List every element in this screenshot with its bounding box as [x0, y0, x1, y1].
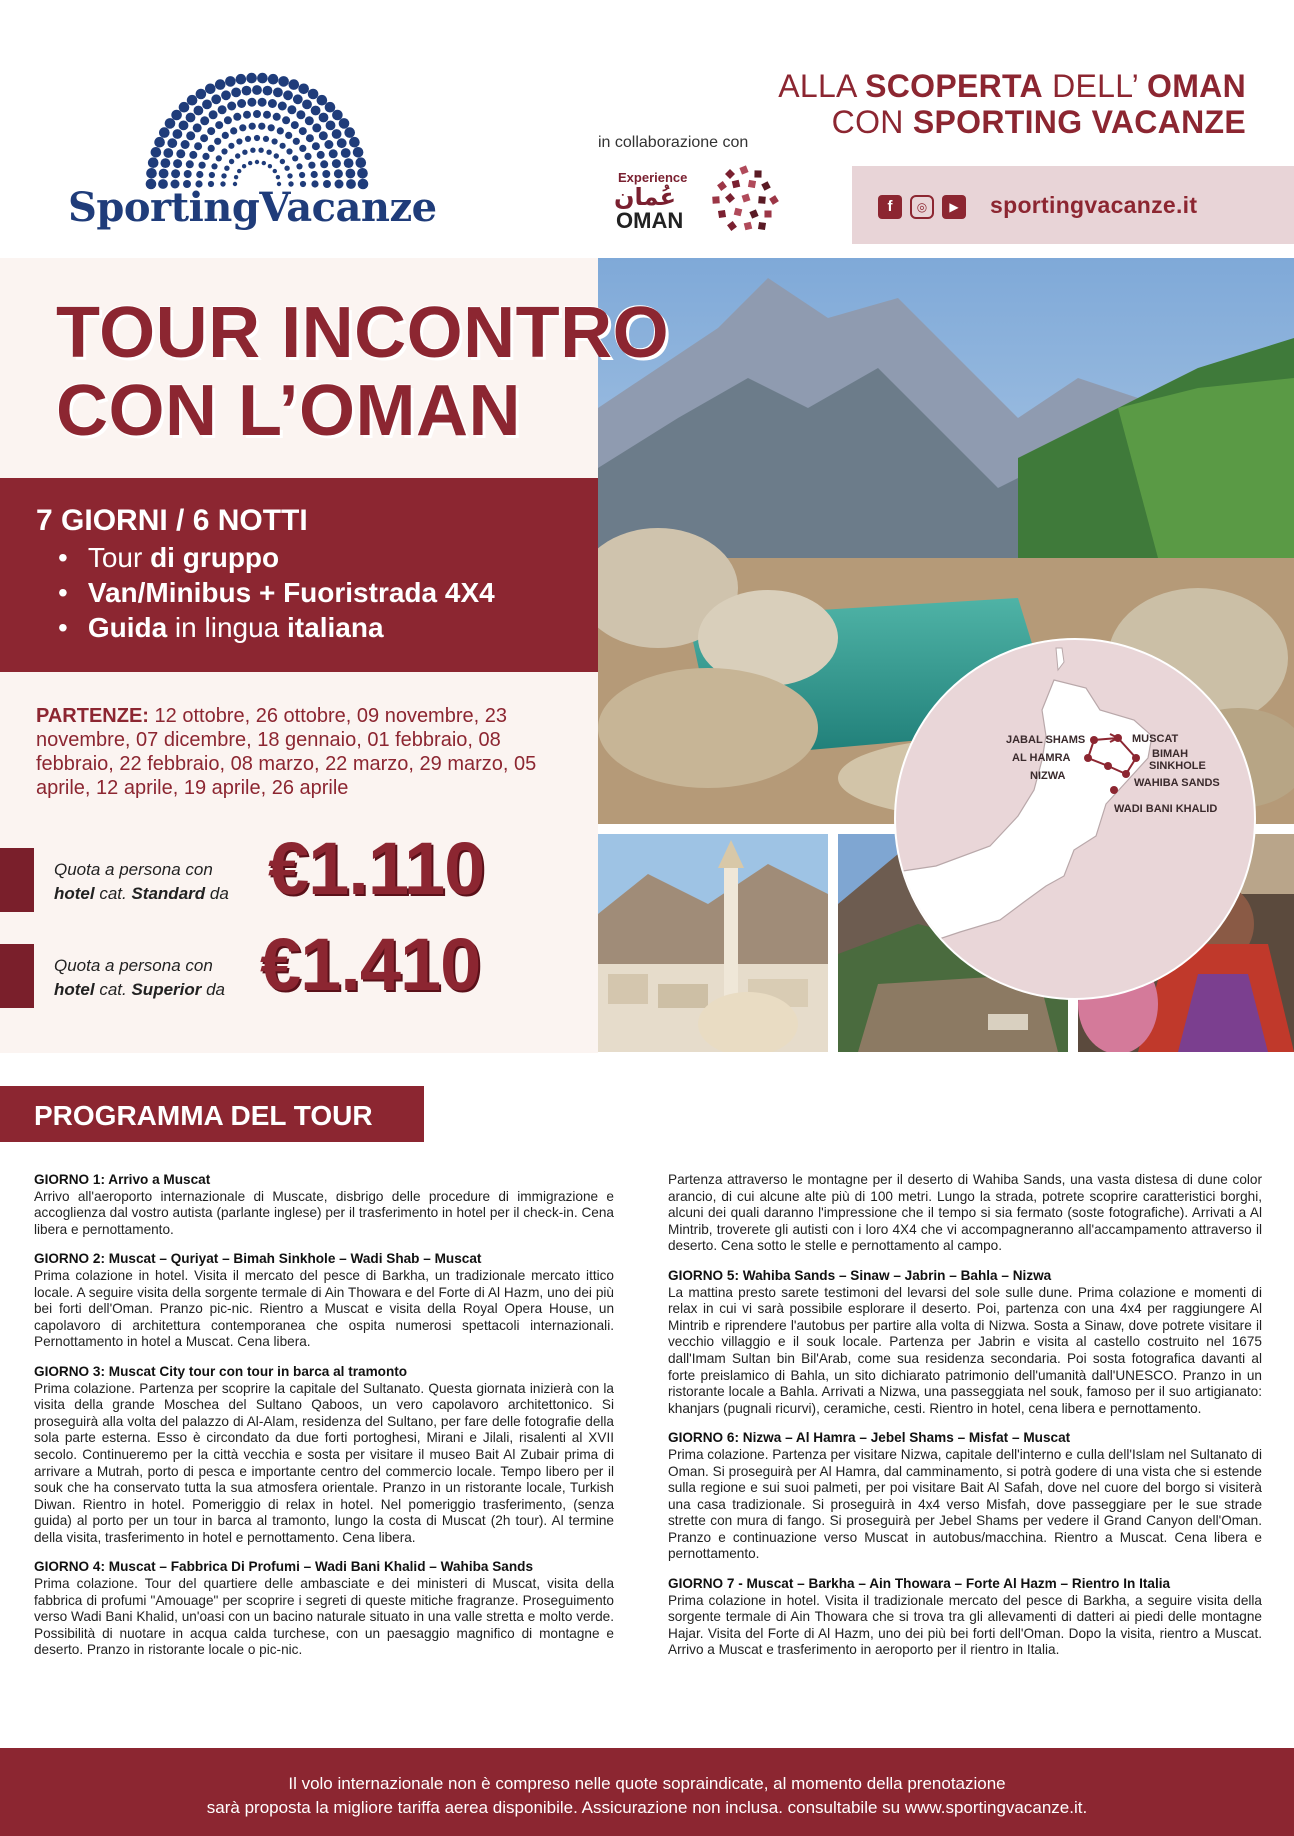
logo-dot — [299, 127, 307, 135]
logo-dot — [272, 138, 278, 144]
instagram-icon[interactable]: ◎ — [910, 195, 934, 219]
program-day-title: GIORNO 6: Nizwa – Al Hamra – Jebel Shams – Misfat – Muscat — [668, 1430, 1071, 1446]
program-day-title: GIORNO 4: Muscat – Fabbrica Di Profumi – Wadi Bani Khalid – Wahiba Sands — [34, 1559, 534, 1575]
logo-dot — [298, 84, 309, 95]
program-day-title: GIORNO 7 - Muscat – Barkha – Ain Thowara – Forte Al Hazm – Rientro In Italia — [668, 1576, 1171, 1592]
logo-dot — [287, 105, 296, 114]
price-superior: €1.410 — [260, 923, 481, 1006]
program-title: PROGRAMMA DEL TOUR — [34, 1100, 373, 1131]
program-day-title: GIORNO 5: Wahiba Sands – Sinaw – Jabrin – Bahla – Nizwa — [668, 1267, 1052, 1283]
logo-dot — [250, 148, 255, 153]
logo-dot — [173, 129, 183, 139]
logo-dot — [312, 142, 320, 150]
logo-dot — [266, 150, 271, 155]
logo-dot — [234, 175, 238, 179]
logo-dot — [148, 157, 159, 168]
logo-dot — [311, 171, 318, 178]
logo-dot — [242, 86, 252, 96]
logo-dot — [218, 105, 227, 114]
logo-dot — [224, 116, 232, 124]
logo-diamond — [768, 194, 780, 206]
map-label: BIMAH — [1152, 748, 1189, 760]
logo-dot — [289, 79, 300, 90]
logo-dot — [165, 118, 176, 129]
program-day-text: Arrivo all'aeroporto internazionale di Muscate, disbrigo delle procedure di immigrazione e accoglienza dal vostro autista (parlante inglese) per il trasferimento in hotel per il check-in. Cena libera e pernottamento. — [34, 1188, 614, 1237]
logo-dot — [193, 123, 202, 132]
footer-disclaimer-line-2[interactable]: sarà proposta la migliore tariffa aerea disponibile. Assicurazione non inclusa. consultabile su www.sportingvacanze.it. — [206, 1798, 1088, 1817]
logo-dot — [229, 159, 234, 164]
logo-dot — [322, 170, 330, 178]
price-marker-superior — [0, 944, 34, 1008]
logo-dot — [334, 169, 343, 178]
price-label-superior: Quota a persona con hotel cat. Superior da — [54, 956, 226, 999]
logo-dot — [341, 148, 351, 158]
logo-dot — [176, 149, 185, 158]
logo-dot — [276, 175, 280, 179]
program-day-text: Prima colazione. Partenza per scoprire la capitale del Sultanato. Questa giornata inizierà con la visita della grande Moschea del Sultano Qaboos, un vero capolavoro architettonico. Si proseguirà alla volta del palazzo di Al-Alam, residenza del Sultano, per fare delle fotografie della sola parte esterna. Esso è circondato da due forti portoghesi, Mirani e Jilali, risalenti al XVII secolo. Continueremo per la città vecchia e sosta per visitare il museo Bait Al Zubair prima di arrivare a Mutrah, porto di pesca e importante centro del commercio locale. Tempo libero per il souk che ha conservato tutta la sua atmosfera orientale. Pranzo in un ristorante locale, Turkish Diwan. Rientro in hotel. Pomeriggio di relax in hotel. Nel pomeriggio trasferimento, (senza guida) al porto per un tour in barca al tramonto, lungo la costa di Muscat (2h tour). Al termine della visita, trasferimento in hotel e pernottamento. Cena libera. — [34, 1380, 614, 1545]
logo-dot — [357, 168, 368, 179]
logo-dot — [189, 151, 197, 159]
logo-dot — [258, 98, 267, 107]
logo-dot — [202, 100, 212, 110]
logo-diamond — [731, 205, 745, 219]
logo-dot — [332, 110, 343, 121]
headline-line-2: CON SPORTING VACANZE — [831, 104, 1246, 140]
logo-dot — [329, 149, 338, 158]
logo-dot — [344, 127, 355, 138]
logo-diamond — [726, 220, 737, 231]
logo-dot — [311, 106, 321, 116]
logo-dot — [252, 85, 262, 95]
logo-dot — [211, 163, 217, 169]
logo-dot — [299, 172, 305, 178]
logo-dot — [186, 113, 196, 123]
logo-dot — [173, 159, 182, 168]
logo-dot — [263, 86, 273, 96]
tour-title-line-1: TOUR INCONTRO — [56, 293, 670, 373]
logo-dot — [181, 140, 190, 149]
logo-diamond — [715, 207, 729, 221]
logo-dot — [273, 169, 277, 173]
map-label: AL HAMRA — [1012, 752, 1071, 764]
logo-dot — [151, 147, 162, 158]
logo-dot — [246, 73, 257, 84]
logo-dot — [278, 102, 287, 111]
logo-dot — [209, 110, 218, 119]
logo-dot — [227, 102, 236, 111]
route-stop — [1122, 770, 1130, 778]
brand-wordmark[interactable]: SportingVacanze — [68, 184, 437, 231]
logo-dot — [253, 110, 261, 118]
logo-dot — [202, 153, 209, 160]
logo-dot — [231, 88, 241, 98]
logo-dot — [296, 110, 305, 119]
logo-dot — [215, 121, 223, 129]
mosque-minaret-photo — [598, 834, 828, 1052]
logo-dot — [317, 95, 328, 106]
experience-oman-name: OMAN — [616, 208, 684, 233]
program-day — [34, 1251, 614, 1351]
map-label: JABAL SHAMS — [1006, 734, 1086, 746]
logo-dot — [222, 132, 229, 139]
logo-dot — [211, 94, 221, 104]
logo-dot — [324, 140, 333, 149]
logo-dot — [179, 121, 189, 131]
program-day — [668, 1430, 1262, 1563]
logo-dot — [312, 123, 321, 132]
departure-dates: PARTENZE: 12 ottobre, 26 ottobre, 09 novembre, 23 novembre, 07 dicembre, 18 gennaio, 01 febbraio, 08 febbraio, 22 febbraio, 08 marzo, 22 marzo, 29 marzo, 05 aprile, 12 aprile, 19 aprile, 26 aprile — [36, 705, 537, 799]
logo-dot — [319, 131, 328, 140]
logo-dot — [171, 169, 180, 178]
logo-dot — [286, 148, 292, 154]
logo-dot — [292, 155, 298, 161]
logo-diamond — [739, 191, 752, 204]
logo-dot — [216, 155, 222, 161]
program-day-text: Prima colazione. Tour del quartiere delle ambasciate e dei ministeri di Muscat, visita della fabbrica di profumi "Amouage" per scoprire i segreti di queste mitiche fragranze. Proseguimento verso Wadi Bani Khalid, un'oasi con un bacino naturale situato in una valle stretta e molto verde. Possibilità di nuotare in acqua calda turchese, con un paesaggio magnifico di montagne e deserto. Pranzo in ristorante locale o pic-nic. — [34, 1576, 614, 1658]
logo-dot — [179, 102, 190, 113]
program-day-text: Partenza attraverso le montagne per il deserto di Wahiba Sands, una vasta distesa di dune color arancio, di cui alcune alte più di 100 metri. Lungo la strada, potrete scoprire caratteristici borghi, alcuni dei quali daranno l'impressione che il tempo si sia fermato (soste fotografiche). Arrivati a Al Mintrib, troverete gli autisti con i loro 4X4 che vi accompagneranno all'accampamento attraverso il deserto. Cena sotto le stelle e pernottamento al campo. — [668, 1172, 1262, 1254]
logo-dot — [199, 162, 206, 169]
logo-dot — [349, 137, 360, 148]
logo-dot — [243, 111, 251, 119]
logo-diamond — [725, 169, 735, 179]
logo-dot — [263, 136, 269, 142]
experience-oman-label: Experience — [618, 170, 688, 185]
logo-dot — [268, 74, 279, 85]
logo-dot — [194, 142, 202, 150]
logo-dot — [280, 143, 286, 149]
logo-dot — [304, 153, 311, 160]
price-standard: €1.110 — [268, 827, 485, 910]
logo-dot — [283, 90, 293, 100]
route-stop — [1132, 754, 1140, 762]
program-day — [34, 1559, 614, 1659]
logo-diamond — [737, 163, 750, 176]
logo-dot — [239, 124, 246, 131]
route-stop — [1104, 762, 1112, 770]
logo-dot — [209, 172, 215, 178]
headline-line-1: ALLA SCOPERTA DELL’ OMAN — [778, 68, 1246, 104]
logo-dot — [258, 123, 265, 130]
logo-dot — [235, 153, 240, 158]
logo-diamond — [725, 193, 736, 204]
logo-dot — [254, 135, 260, 141]
logo-dot — [274, 153, 279, 158]
program-day-title: GIORNO 2: Muscat – Quriyat – Bimah Sinkhole – Wadi Shab – Muscat — [34, 1251, 482, 1267]
logo-diamond — [751, 167, 765, 181]
logo-dot — [344, 158, 354, 168]
logo-dot — [317, 151, 325, 159]
route-stop — [1114, 734, 1122, 742]
logo-dot — [308, 162, 315, 169]
program-day-text: Prima colazione in hotel. Visita il mercato del pesce di Barkha, un tradizionale mercato ittico locale. A seguire visita della sorgente termale di Ain Thowara e del Forte di Al Hazm, uno dei più bei forti dell'Oman. Pranzo pic-nic. Rientro a Muscat e visita della Royal Opera House, un capolavoro di architettura contemporanea che ospita numerosi spettacoli internazionali. Pernottamento in hotel a Muscat. Cena libera. — [34, 1267, 614, 1350]
logo-dot — [186, 131, 195, 140]
logo-diamond — [761, 207, 775, 221]
program-day — [34, 1172, 614, 1238]
logo-diamond — [745, 177, 759, 191]
logo-dot — [285, 132, 292, 139]
logo-dot — [214, 138, 221, 145]
program-day — [34, 1364, 614, 1547]
logo-dot — [161, 158, 171, 168]
map-label: NIZWA — [1030, 770, 1066, 782]
route-stop — [1110, 786, 1118, 794]
logo-dot — [200, 134, 208, 142]
logo-dot — [273, 113, 281, 121]
logo-dot — [255, 160, 259, 164]
logo-dot — [308, 89, 319, 100]
program-day-text: Prima colazione in hotel. Visita il tradizionale mercato del pesce di Barkha, a seguire visita della sorgente termale di Ain Thowara che si trova tra gli allevamenti di datteri ai piedi delle montagne Hajar. Visita del Forte di Al Hazm, uno dei più bei forti dell'Oman. Dopo la visita, rientro a Muscat. Arrivo a Muscat e trasferimento in aeroporto per il rientro in Italia. — [668, 1592, 1262, 1658]
logo-dot — [356, 157, 367, 168]
logo-dot — [268, 99, 277, 108]
logo-diamond — [747, 207, 760, 220]
footer-disclaimer-line-1: Il volo internazionale non è compreso nelle quote sopraindicate, al momento della prenotazione — [288, 1774, 1006, 1793]
price-label-standard: Quota a persona con hotel cat. Standard da — [54, 860, 229, 903]
logo-dot — [273, 88, 283, 98]
logo-diamond — [729, 177, 743, 191]
logo-dot — [346, 169, 356, 179]
logo-dot — [236, 74, 247, 85]
logo-dot — [353, 147, 364, 158]
logo-dot — [237, 99, 246, 108]
feature-group-tour: • Tour di gruppo — [58, 542, 279, 574]
collaboration-label: in collaborazione con — [598, 134, 749, 151]
logo-dot — [167, 138, 177, 148]
logo-dot — [242, 150, 247, 155]
map-label: SINKHOLE — [1149, 760, 1206, 772]
logo-dot — [248, 161, 252, 165]
logo-dot — [224, 166, 229, 171]
logo-dot — [221, 90, 231, 100]
logo-dot — [146, 168, 157, 179]
feature-guide: • Guida in lingua italiana — [58, 612, 384, 644]
route-stop — [1090, 736, 1098, 744]
logo-dot — [320, 160, 328, 168]
logo-dot — [159, 169, 169, 179]
logo-diamond — [760, 180, 773, 193]
logo-dot — [296, 163, 302, 169]
experience-oman-arabic: عُمان — [614, 183, 676, 211]
map-label: WAHIBA SANDS — [1134, 777, 1220, 789]
oman-map-svg — [896, 640, 1256, 1000]
logo-dot — [291, 121, 299, 129]
map-label: MUSCAT — [1132, 733, 1179, 745]
youtube-icon[interactable]: ▶ — [942, 195, 966, 219]
logo-dot — [230, 127, 237, 134]
logo-dot — [154, 137, 165, 148]
logo-dot — [196, 171, 203, 178]
logo-dot — [205, 84, 216, 95]
logo-dot — [262, 161, 266, 165]
logo-dot — [225, 76, 236, 87]
logo-diamond — [755, 219, 769, 233]
logo-dot — [339, 118, 350, 129]
program-day — [668, 1576, 1262, 1659]
logo-dot — [258, 148, 263, 153]
feature-transport: • Van/Minibus + Fuoristrada 4X4 — [58, 577, 495, 609]
logo-dot — [215, 79, 226, 90]
logo-diamond — [709, 193, 723, 207]
tour-duration: 7 GIORNI / 6 NOTTI — [36, 504, 308, 537]
logo-dot — [208, 145, 215, 152]
logo-dot — [221, 148, 227, 154]
logo-dot — [325, 102, 336, 113]
logo-dot — [299, 145, 306, 152]
logo-dot — [280, 159, 285, 164]
logo-dot — [196, 89, 207, 100]
logo-dot — [332, 159, 341, 168]
program-day — [668, 1172, 1262, 1255]
logo-dot — [305, 116, 314, 125]
logo-dot — [268, 164, 272, 168]
logo-dot — [277, 127, 284, 134]
logo-dot — [200, 116, 209, 125]
logo-dot — [236, 138, 242, 144]
logo-dot — [293, 138, 300, 145]
logo-dot — [159, 127, 170, 138]
logo-dot — [326, 121, 336, 131]
logo-dot — [171, 110, 182, 121]
route-map — [894, 638, 1256, 1000]
program-day — [668, 1268, 1262, 1417]
logo-dot — [187, 95, 198, 106]
logo-diamond — [716, 180, 727, 191]
logo-dot — [337, 138, 347, 148]
logo-dot — [186, 160, 194, 168]
logo-dot — [221, 173, 226, 178]
logo-dot — [263, 111, 271, 119]
logo-dot — [284, 166, 289, 171]
logo-dot — [242, 164, 246, 168]
logo-diamond — [741, 219, 755, 233]
logo-dot — [245, 136, 251, 142]
logo-dot — [302, 100, 312, 110]
logo-dot — [237, 169, 241, 173]
logo-dot — [332, 129, 342, 139]
logo-dot — [293, 94, 303, 104]
logo-dot — [163, 148, 173, 158]
website-link[interactable]: sportingvacanze.it — [990, 192, 1198, 218]
logo-dot — [257, 73, 268, 84]
map-label: WADI BANI KHALID — [1114, 803, 1218, 815]
logo-dot — [282, 116, 290, 124]
logo-dot — [268, 124, 275, 131]
logo-dot — [184, 170, 192, 178]
logo-dot — [228, 143, 234, 149]
logo-dot — [207, 127, 215, 135]
logo-dot — [247, 98, 256, 107]
program-column-left — [34, 1172, 614, 1672]
logo-diamond — [755, 193, 769, 207]
route-stop — [1084, 754, 1092, 762]
tour-title-line-2: CON L’OMAN — [56, 371, 521, 451]
logo-dot — [278, 76, 289, 87]
facebook-icon[interactable]: f — [878, 195, 902, 219]
logo-dot — [194, 106, 204, 116]
logo-dot — [306, 134, 314, 142]
price-marker-standard — [0, 848, 34, 912]
program-column-right — [668, 1172, 1262, 1672]
logo-dot — [249, 123, 256, 130]
program-day-text: Prima colazione. Partenza per visitare Nizwa, capitale dell'interno e culla dell'Islam nel Sultanato di Oman. Si proseguirà per Al Hamra, dal camminamento, si potrà godere di una vista che si estende sulla regione e sui suoi palmeti, per poi visitare Bait Al Safah, dove nel cuore del borgo si visiterà una casa tradizionale. Si proseguirà in 4x4 verso Misfah, dove passeggiare per le sue strade strette con mura di fango. Si proseguirà per Jebel Shams per vedere il Grand Canyon dell'Oman. Pranzo e continuazione verso Muscat in autobus/macchina. Rientro a Muscat. Cena libera e pernottamento. — [668, 1446, 1262, 1562]
logo-dot — [287, 173, 292, 178]
logo-dot — [319, 113, 329, 123]
program-day-title: GIORNO 3: Muscat City tour con tour in barca al tramonto — [34, 1363, 408, 1379]
program-day-text: La mattina presto sarete testimoni del levarsi del sole sulle dune. Prima colazione e momenti di relax in cui vi sarà possibile esplorare il deserto. Poi, partenza con una 4x4 per raggiungere Al Mintrib e riprendere l'autobus per partire alla volta di Nizwa. Sosta a Sinaw, dove potrete visitare il vecchio villaggio e il souk locale. Partenza per Jabrin e visita al castello costruito nel 1675 dall'Imam Sultan bin Bil'Arab, come sua residenza secondaria. Poi sosta fotografica davanti al forte preislamico di Bahla, un sito dichiarato patrimonio dell'umanità dall'UNESCO. Pranzo in un ristorante locale a Bahla. Arrivati a Nizwa, una passeggiata nel souk, famoso per il suo artigianato: khanjars (pugnali ricurvi), ceramiche, cesti. Rientro in hotel, cena libera e pernottamento. — [668, 1284, 1262, 1416]
program-day-title: GIORNO 1: Arrivo a Muscat — [34, 1172, 211, 1187]
logo-dot — [233, 113, 241, 121]
